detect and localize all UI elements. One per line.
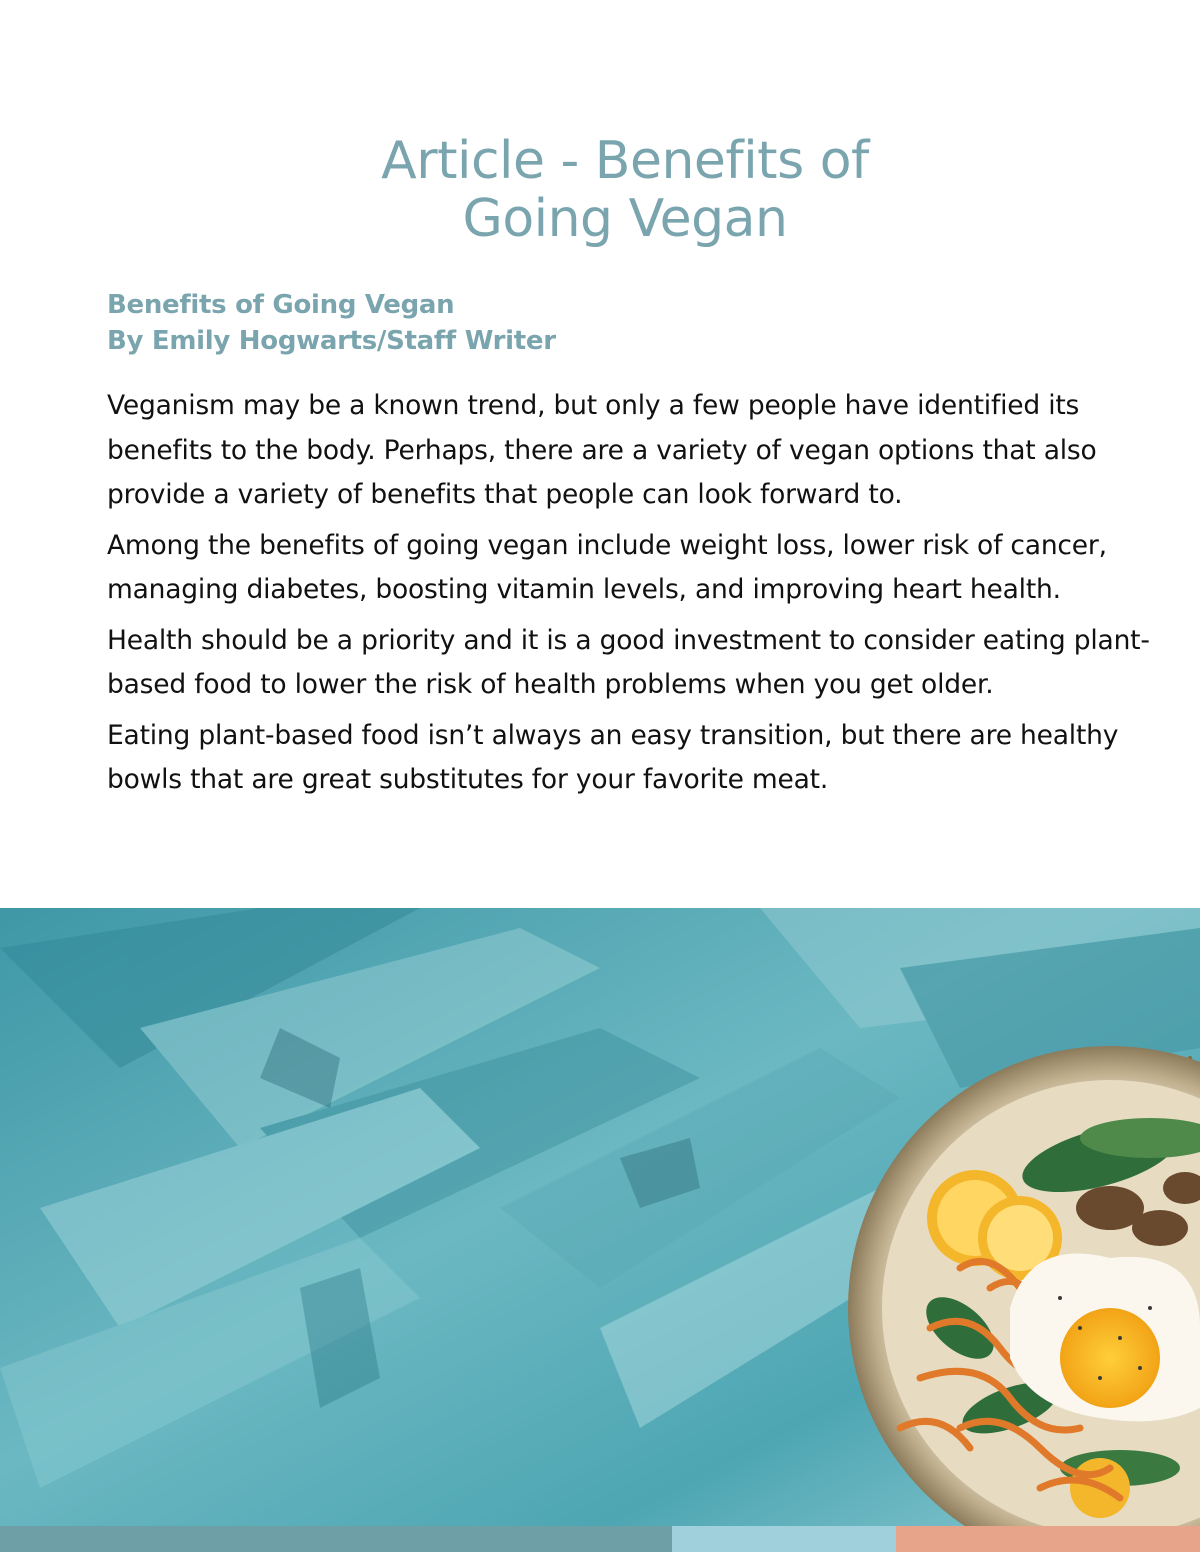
vegan-bowl-illustration — [0, 908, 1200, 1526]
footer-bar-segment — [0, 1526, 672, 1552]
body-paragraph: Health should be a priority and it is a good investment to consider eating plant-based food to lower the risk of health problems when you get older. — [107, 624, 1150, 700]
article-title-line-1: Article - Benefits of — [381, 131, 869, 191]
footer-bar-segment — [672, 1526, 896, 1552]
article-body — [107, 384, 1167, 809]
hero-food-image — [0, 908, 1200, 1526]
byline-author: By Emily Hogwarts/Staff Writer — [107, 326, 556, 356]
body-paragraph: Among the benefits of going vegan include weight loss, lower risk of cancer, managing diabetes, boosting vitamin levels, and improving heart health. — [107, 529, 1107, 605]
footer-color-bar — [0, 1526, 1200, 1552]
footer-bar-segment — [896, 1526, 1200, 1552]
byline-headline: Benefits of Going Vegan — [107, 290, 455, 320]
byline — [107, 287, 556, 359]
body-paragraph: Eating plant-based food isn’t always an easy transition, but there are healthy bowls that are great substitutes for your favorite meat. — [107, 719, 1119, 795]
article-title-line-2: Going Vegan — [462, 189, 788, 249]
article-title — [0, 132, 1200, 248]
body-paragraph: Veganism may be a known trend, but only a few people have identified its benefits to the body. Perhaps, there are a variety of vegan options that also provide a variety of benefits that people can look forward to. — [107, 390, 1097, 510]
